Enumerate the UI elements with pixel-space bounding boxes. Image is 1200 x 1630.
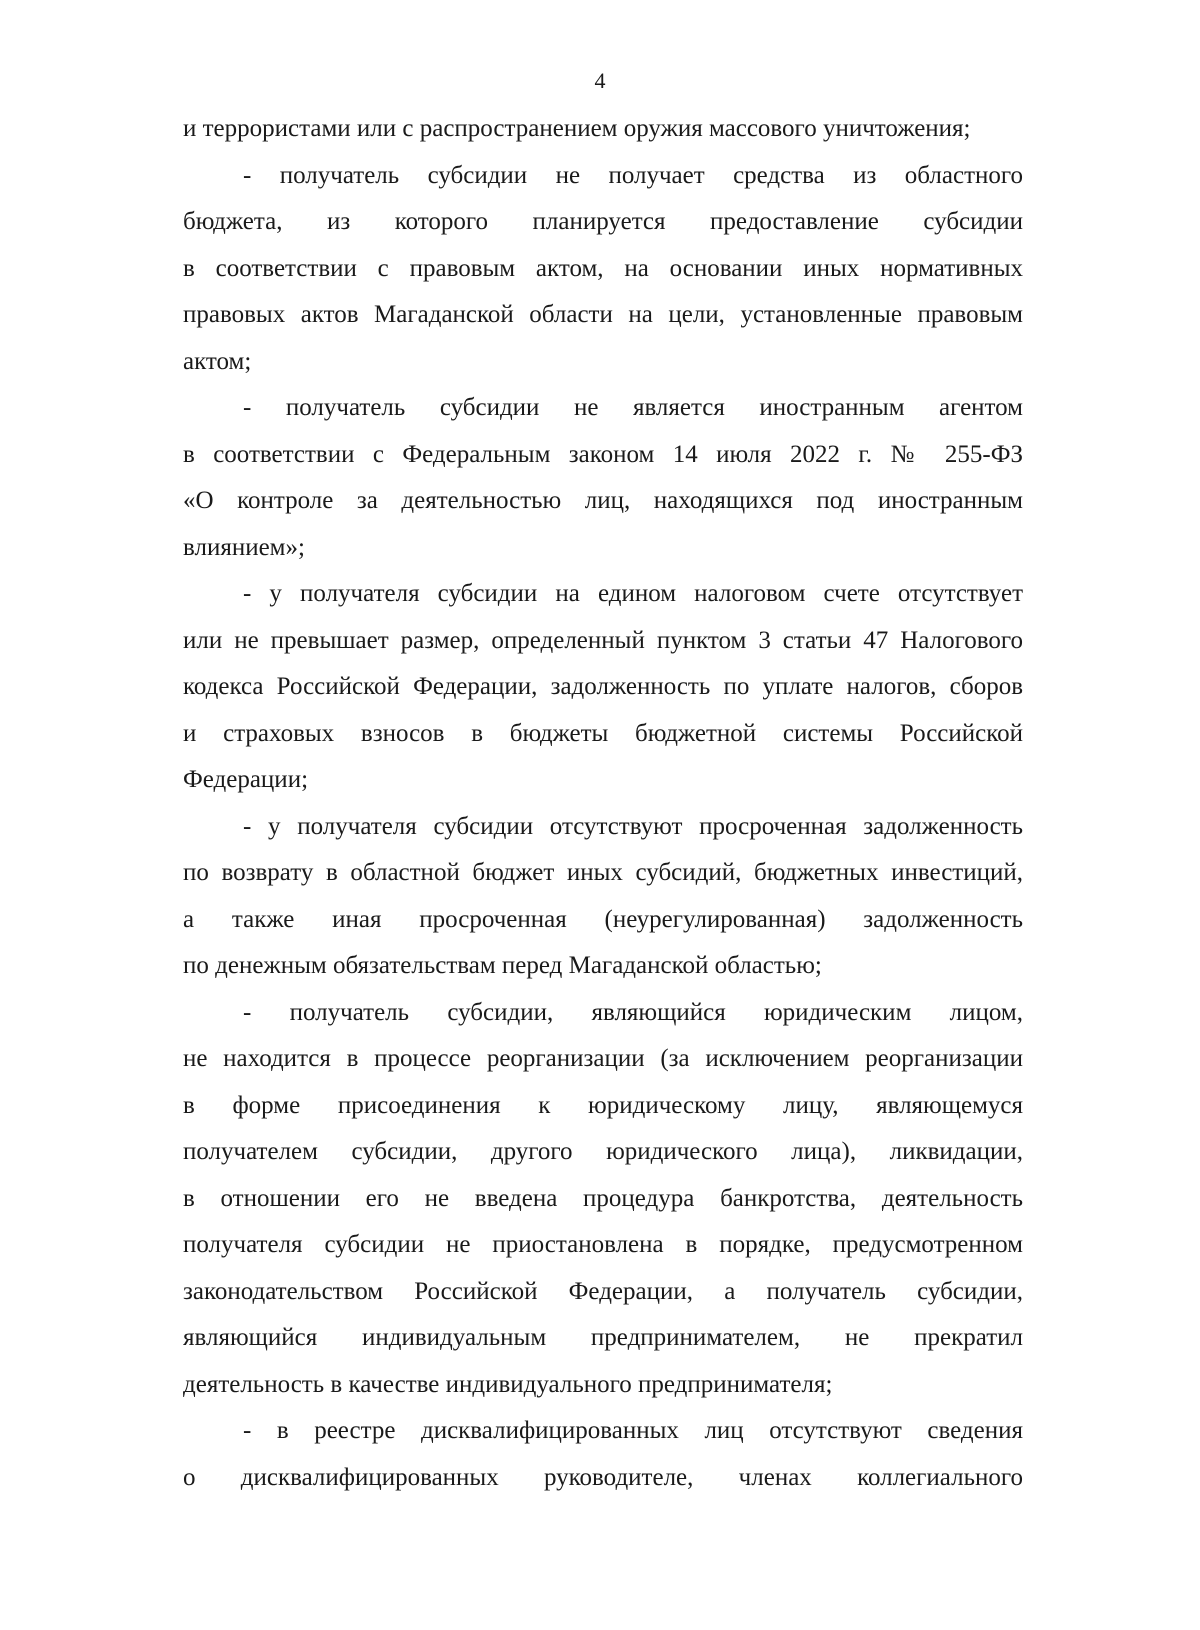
text-line: не находится в процессе реорганизации (за исключением реорганизации <box>183 1045 1023 1072</box>
text-line: по денежным обязательствам перед Магаданской областью; <box>183 952 822 979</box>
text-line: получателем субсидии, другого юридического лица), ликвидации, <box>183 1138 1023 1165</box>
text-line: - получатель субсидии, являющийся юридическим лицом, <box>243 998 1023 1026</box>
text-line: или не превышает размер, определенный пунктом 3 статьи 47 Налогового <box>183 626 1023 654</box>
text-line: бюджета, из которого планируется предоставление субсидии <box>183 208 1023 235</box>
text-line: о дисквалифицированных руководителе, членах коллегиального <box>183 1463 1023 1491</box>
text-line: деятельность в качестве индивидуального предпринимателя; <box>183 1370 833 1398</box>
text-line: кодекса Российской Федерации, задолженность по уплате налогов, сборов <box>183 673 1023 700</box>
document-body <box>183 106 1023 1501</box>
text-line: по возврату в областной бюджет иных субсидий, бюджетных инвестиций, <box>183 859 1023 886</box>
text-line: в отношении его не введена процедура банкротства, деятельность <box>183 1184 1023 1212</box>
text-line: - получатель субсидии не является иностранным агентом <box>243 394 1023 421</box>
text-line: законодательством Российской Федерации, а получатель субсидии, <box>183 1277 1023 1305</box>
text-line: - у получателя субсидии на едином налоговом счете отсутствует <box>243 580 1023 607</box>
text-line: в соответствии с Федеральным законом 14 июля 2022 г. № 255-ФЗ <box>183 440 1023 468</box>
text-line: и террористами или с распространением оружия массового уничтожения; <box>183 115 971 142</box>
text-line: в соответствии с правовым актом, на основании иных нормативных <box>183 254 1023 282</box>
text-line: - получатель субсидии не получает средства из областного <box>243 161 1023 189</box>
text-line: - в реестре дисквалифицированных лиц отсутствуют сведения <box>243 1417 1023 1444</box>
text-line: «О контроле за деятельностью лиц, находящихся под иностранным <box>183 487 1023 514</box>
text-line: в форме присоединения к юридическому лицу, являющемуся <box>183 1091 1023 1119</box>
text-line: Федерации; <box>183 766 309 793</box>
text-line: правовых актов Магаданской области на цели, установленные правовым <box>183 301 1023 328</box>
text-line: получателя субсидии не приостановлена в порядке, предусмотренном <box>183 1231 1023 1258</box>
text-line: - у получателя субсидии отсутствуют просроченная задолженность <box>243 812 1023 840</box>
text-line: являющийся индивидуальным предпринимателем, не прекратил <box>183 1324 1023 1351</box>
text-line: и страховых взносов в бюджеты бюджетной системы Российской <box>183 719 1023 747</box>
text-line: влиянием»; <box>183 533 305 561</box>
text-line: актом; <box>183 347 252 375</box>
page-number: 4 <box>594 68 606 93</box>
text-line: а также иная просроченная (неурегулированная) задолженность <box>183 905 1023 933</box>
